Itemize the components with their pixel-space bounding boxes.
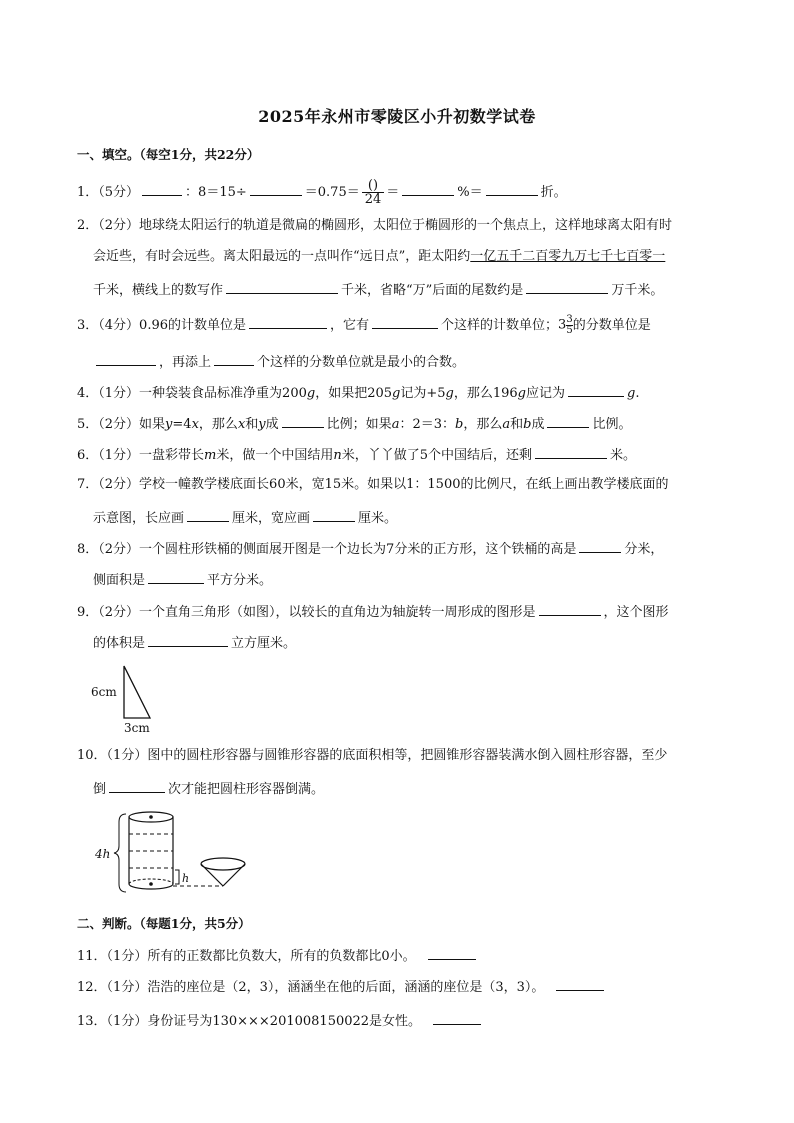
q1-text-4: %＝ xyxy=(457,185,483,200)
q5-blank-1[interactable] xyxy=(282,414,324,428)
triangle-shape xyxy=(124,666,150,718)
question-8-line-2 xyxy=(93,570,272,589)
q5-text: 比例。 xyxy=(592,417,632,432)
q5-text: 成 xyxy=(531,417,545,432)
question-2-line-1: 2．（2分）地球绕太阳运行的轨道是微扁的椭圆形，太阳位于椭圆形的一个焦点上，这样地球离太阳有时 xyxy=(77,218,673,233)
q5-text: 5．（2分）如果 xyxy=(77,417,166,432)
q3-text-6: 个这样的分数单位就是最小的合数。 xyxy=(257,355,466,370)
q8-text: 分米， xyxy=(624,542,664,557)
q3-blank-3[interactable] xyxy=(96,352,156,366)
q1-blank-4[interactable] xyxy=(486,182,538,196)
q8-blank-1[interactable] xyxy=(579,539,621,553)
q3-text-1: 3．（4分）0.96的计数单位是 xyxy=(77,318,246,333)
q9-text: ，这个图形 xyxy=(603,605,669,620)
q3-text-5: ，再添上 xyxy=(159,355,212,370)
q5-var-x: x xyxy=(191,417,199,432)
right-triangle-figure xyxy=(88,660,168,740)
q3-text-3: 个这样的计数单位； xyxy=(441,318,559,333)
q2-text: 会近些，有时会远些。离太阳最远的一点叫作“远日点”，距太阳约 xyxy=(93,249,471,264)
cylinder-cone-figure xyxy=(92,808,262,900)
q4-unit-g: g xyxy=(517,386,526,401)
q1-blank-3[interactable] xyxy=(402,182,454,196)
q1-text-3: ＝ xyxy=(386,185,400,200)
q9-text: 立方厘米。 xyxy=(231,636,297,651)
question-13 xyxy=(77,1011,484,1030)
question-9-line-1 xyxy=(77,602,669,621)
q2-text-2: 千米，横线上的数写作 xyxy=(93,283,224,298)
q5-text: 比例；如果 xyxy=(326,417,392,432)
q6-var-m: m xyxy=(204,448,217,463)
q8-text: 侧面积是 xyxy=(93,573,146,588)
q10-blank[interactable] xyxy=(109,779,165,793)
q6-text: 米，做一个中国结用 xyxy=(216,448,334,463)
q7-text: 示意图，长应画 xyxy=(93,511,185,526)
q6-text: 米。 xyxy=(610,448,637,463)
q5-var-y: y xyxy=(258,417,266,432)
q1-fraction-numerator: () xyxy=(362,179,385,193)
question-4 xyxy=(77,383,639,402)
q9-blank-1[interactable] xyxy=(539,602,601,616)
q4-unit-g: g xyxy=(306,386,316,401)
question-7-line-1: 7．（2分）学校一幢教学楼底面长60米，宽15米。如果以1：1500的比例尺，在纸上画出教学楼底面的 xyxy=(77,477,669,492)
q4-text-1: 4．（1分）一种袋装食品标准净重为200 xyxy=(77,386,307,401)
q5-text: 和 xyxy=(245,417,259,432)
q11-text: 11．（1分）所有的正数都比负数大，所有的负数都比0小。 xyxy=(77,949,416,964)
q2-underlined-number: 一亿五千二百零九万七千七百零一 xyxy=(470,249,666,264)
q4-blank[interactable] xyxy=(568,383,624,397)
question-10-line-2 xyxy=(93,779,324,798)
question-3-line-2 xyxy=(93,352,465,371)
q1-text-5: 折。 xyxy=(540,185,567,200)
q5-blank-2[interactable] xyxy=(547,414,589,428)
q4-unit-g: g xyxy=(445,386,454,401)
q5-var-y: y xyxy=(165,417,173,432)
q2-blank-1[interactable] xyxy=(226,280,338,294)
page-title: 2025年永州市零陵区小升初数学试卷 xyxy=(258,107,536,126)
q12-blank[interactable] xyxy=(556,977,604,991)
q9-text: 9．（2分）一个直角三角形（如图），以较长的直角边为轴旋转一周形成的图形是 xyxy=(77,605,536,620)
q5-text: ，那么 xyxy=(463,417,503,432)
cylinder-top-center xyxy=(149,815,153,819)
cylinder-height-label: 4h xyxy=(95,847,111,861)
question-11 xyxy=(77,946,479,965)
q3-mixed-number xyxy=(558,315,573,336)
q11-blank[interactable] xyxy=(428,946,476,960)
q5-var-x: x xyxy=(237,417,246,432)
q5-text: 和 xyxy=(510,417,524,432)
q10-text: 次才能把圆柱形容器倒满。 xyxy=(168,782,325,797)
q2-text-3: 千米，省略“万”后面的尾数约是 xyxy=(341,283,524,298)
question-6 xyxy=(77,445,636,464)
q7-blank-1[interactable] xyxy=(187,508,229,522)
cone-base xyxy=(201,858,245,870)
q8-blank-2[interactable] xyxy=(148,570,204,584)
q8-text: 8．（2分）一个圆柱形铁桶的侧面展开图是一个边长为7分米的正方形，这个铁桶的高是 xyxy=(77,542,577,557)
q1-text-1: ：8＝15÷ xyxy=(185,185,247,200)
q4-text-4: ，那么196 xyxy=(453,386,518,401)
q3-text-2: ，它有 xyxy=(330,318,370,333)
q2-text-4: 万千米。 xyxy=(611,283,664,298)
q3-text-4: 的分数单位是 xyxy=(572,318,651,333)
question-3-line-1 xyxy=(77,315,651,336)
q5-var-b: b xyxy=(523,417,532,432)
q4-text-6: . xyxy=(635,386,640,401)
cylinder-bottom-center xyxy=(149,882,153,886)
question-7-line-2 xyxy=(93,508,397,527)
h-bracket xyxy=(175,870,179,884)
q10-text: 倒 xyxy=(93,782,107,797)
q4-text-5: 应记为 xyxy=(526,386,566,401)
triangle-height-label: 6cm xyxy=(91,685,117,699)
question-2-line-3 xyxy=(93,280,663,299)
q3-mixed-whole: 3 xyxy=(558,317,567,333)
q5-text: ：2＝3： xyxy=(399,417,455,432)
q4-text-3: 记为+5 xyxy=(400,386,446,401)
q3-blank-4[interactable] xyxy=(214,352,254,366)
q5-var-a: a xyxy=(391,417,400,432)
q3-blank-1[interactable] xyxy=(249,315,327,329)
q6-text: 米，丫丫做了5个中国结后，还剩 xyxy=(341,448,533,463)
q5-var-a: a xyxy=(502,417,511,432)
q1-number: 1．（5分） xyxy=(77,185,140,200)
q3-mixed-numerator: 3 xyxy=(566,314,573,325)
q13-blank[interactable] xyxy=(433,1011,481,1025)
q9-text: 的体积是 xyxy=(93,636,146,651)
q7-text: 厘米，宽应画 xyxy=(232,511,311,526)
q1-fraction xyxy=(362,179,385,206)
q4-unit-g: g xyxy=(392,386,401,401)
q5-var-b: b xyxy=(455,417,464,432)
q1-blank-2[interactable] xyxy=(250,182,302,196)
q6-blank[interactable] xyxy=(535,445,607,459)
question-5 xyxy=(77,414,631,433)
q3-blank-2[interactable] xyxy=(372,315,438,329)
q6-var-n: n xyxy=(333,448,342,463)
question-10-line-1: 10．（1分）图中的圆柱形容器与圆锥形容器的底面积相等，把圆锥形容器装满水倒入圆柱形容器，至少 xyxy=(77,748,668,763)
section-fill-in-heading: 一、填空。（每空1分，共22分） xyxy=(77,147,260,162)
q1-blank-1[interactable] xyxy=(142,182,182,196)
q6-text: 6．（1分）一盘彩带长 xyxy=(77,448,205,463)
cone-right-side xyxy=(223,864,245,886)
triangle-base-label: 3cm xyxy=(124,721,150,735)
q7-blank-2[interactable] xyxy=(313,508,355,522)
cone-height-label: h xyxy=(182,872,190,885)
q13-text: 13．（1分）身份证号为130×××201008150022是女性。 xyxy=(77,1014,422,1029)
q8-text: 平方分米。 xyxy=(207,573,273,588)
q1-fraction-denominator: 24 xyxy=(364,192,382,207)
q7-text: 厘米。 xyxy=(358,511,398,526)
q9-blank-2[interactable] xyxy=(148,633,228,647)
question-9-line-2 xyxy=(93,633,296,652)
section-judge-heading: 二、判断。（每题1分，共5分） xyxy=(77,916,251,931)
question-1 xyxy=(77,179,567,206)
q2-blank-2[interactable] xyxy=(526,280,608,294)
question-12 xyxy=(77,977,607,996)
question-8-line-1 xyxy=(77,539,663,558)
q12-text: 12．（1分）浩浩的座位是（2，3），涵涵坐在他的后面，涵涵的座位是（3，3）。 xyxy=(77,980,545,995)
q3-mixed-denominator: 5 xyxy=(566,325,573,336)
q5-text: 成 xyxy=(265,417,279,432)
q4-text-2: ，如果把205 xyxy=(315,386,393,401)
q5-text: =4 xyxy=(172,417,192,432)
question-2-line-2 xyxy=(93,249,665,265)
q1-text-2: ＝0.75＝ xyxy=(304,185,360,200)
q5-text: ，那么 xyxy=(198,417,238,432)
cone-left-side xyxy=(201,864,223,886)
height-brace xyxy=(114,814,126,892)
q4-unit-g: g xyxy=(627,386,636,401)
